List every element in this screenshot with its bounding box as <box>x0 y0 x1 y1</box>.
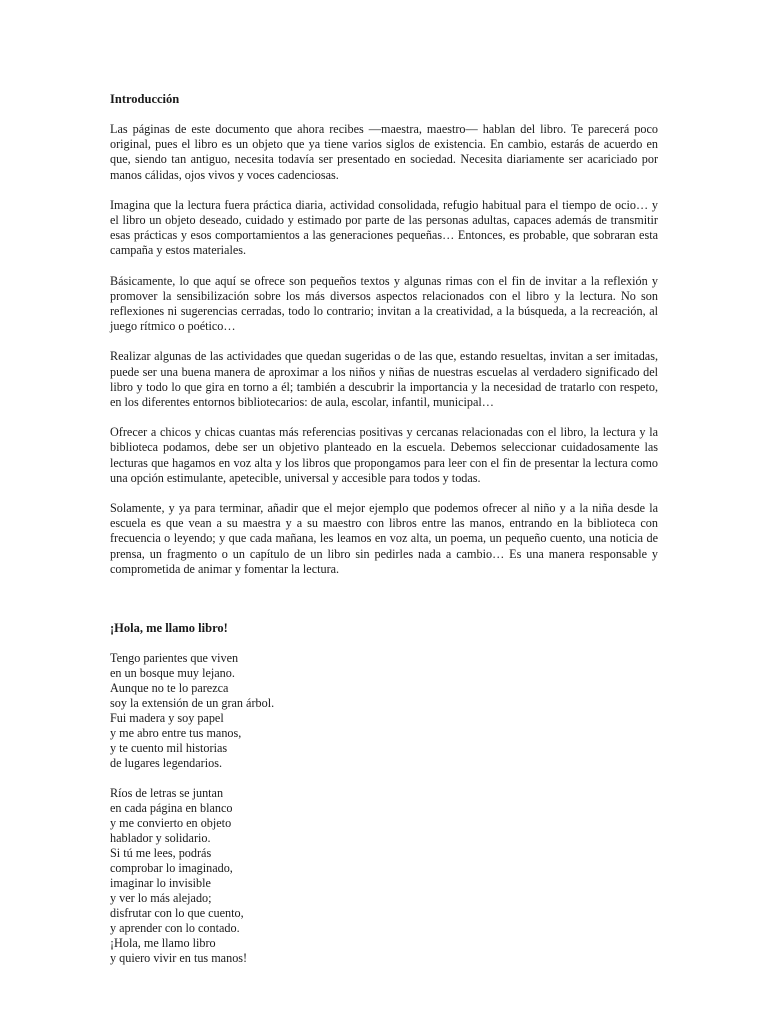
poem-verse: imaginar lo invisible <box>110 876 211 891</box>
poem-verse: Fui madera y soy papel <box>110 711 224 726</box>
poem-verse: ¡Hola, me llamo libro <box>110 936 216 951</box>
poem-stanza <box>110 651 658 771</box>
poem-verse: disfrutar con lo que cuento, <box>110 906 244 921</box>
poem-verse: y te cuento mil historias <box>110 741 228 756</box>
poem-verse: soy la extensión de un gran árbol. <box>110 696 275 711</box>
document-page <box>110 92 658 981</box>
poem-verse: hablador y solidario. <box>110 831 211 846</box>
introduction-section <box>110 92 658 577</box>
poem-verse: en cada página en blanco <box>110 801 233 816</box>
paragraph: Imagina que la lectura fuera práctica diaria, actividad consolidada, refugio habitual para el tiempo de ocio… y el libro un objeto deseado, cuidado y estimado por parte de las personas adultas, capaces además de transmitir esas prácticas y esos comportamientos a las generaciones pequeñas… Entonces, es probable, que sobraran esta campaña y estos materiales. <box>110 197 658 258</box>
poem-verse: y me convierto en objeto <box>110 816 232 831</box>
poem-verse: y ver lo más alejado; <box>110 891 212 906</box>
poem-verse: y me abro entre tus manos, <box>110 726 242 741</box>
paragraph: Básicamente, lo que aquí se ofrece son pequeños textos y algunas rimas con el fin de invitar a la reflexión y promover la sensibilización sobre los más diversos aspectos relacionados con el libro y la lectura. No son reflexiones ni sugerencias cerradas, todo lo contrario; invitan a la creatividad, a la búsqueda, a la recreación, al juego rítmico o poético… <box>110 273 658 334</box>
poem-title: ¡Hola, me llamo libro! <box>110 621 228 636</box>
poem-verse: y aprender con lo contado. <box>110 921 240 936</box>
poem-verse: Aunque no te lo parezca <box>110 681 229 696</box>
paragraph: Realizar algunas de las actividades que quedan sugeridas o de las que, estando resueltas, invitan a ser imitadas, puede ser una buena manera de aproximar a los niños y niñas de nuestras escuelas al verdadero significado del libro y todo lo que gira en torno a él; también a descubrir la importancia y la necesidad de tratarlo con respeto, en los diferentes entornos bibliotecarios: de aula, escolar, infantil, municipal… <box>110 349 658 410</box>
paragraph: Solamente, y ya para terminar, añadir que el mejor ejemplo que podemos ofrecer al niño y a la niña desde la escuela es que vean a su maestra y a su maestro con libros entre las manos, entrando en la biblioteca con frecuencia o leyendo; y que cada mañana, les leamos en voz alta, un poema, un pequeño cuento, una noticia de prensa, un fragmento o un capítulo de un libro sin pedirles nada a cambio… Es una manera responsable y comprometida de animar y fomentar la lectura. <box>110 501 658 576</box>
poem-section <box>110 621 658 966</box>
poem-verse: y quiero vivir en tus manos! <box>110 951 248 966</box>
poem-verse: Si tú me lees, podrás <box>110 846 212 861</box>
poem-verse: Ríos de letras se juntan <box>110 786 224 801</box>
poem-verse: comprobar lo imaginado, <box>110 861 233 876</box>
poem-verse: de lugares legendarios. <box>110 756 223 771</box>
poem-verse: Tengo parientes que viven <box>110 651 239 666</box>
poem-stanza <box>110 786 658 966</box>
section-heading: Introducción <box>110 92 180 106</box>
poem-verse: en un bosque muy lejano. <box>110 666 235 681</box>
paragraph: Las páginas de este documento que ahora recibes —maestra, maestro— hablan del libro. Te parecerá poco original, pues el libro es un objeto que ya tiene varios siglos de existencia. En cambio, estarás de acuerdo en que, siendo tan antiguo, necesita todavía ser presentado en sociedad. Necesita diariamente ser acariciado por manos cálidas, ojos vivos y voces cadenciosas. <box>110 122 658 182</box>
paragraph: Ofrecer a chicos y chicas cuantas más referencias positivas y cercanas relacionadas con el libro, la lectura y la biblioteca podamos, debe ser un objetivo planteado en la escuela. Debemos seleccionar cuidadosamente las lecturas que hagamos en voz alta y los libros que propongamos para leer con el fin de presentar la lectura como una opción estimulante, apetecible, universal y accesible para todos y todas. <box>110 425 658 485</box>
